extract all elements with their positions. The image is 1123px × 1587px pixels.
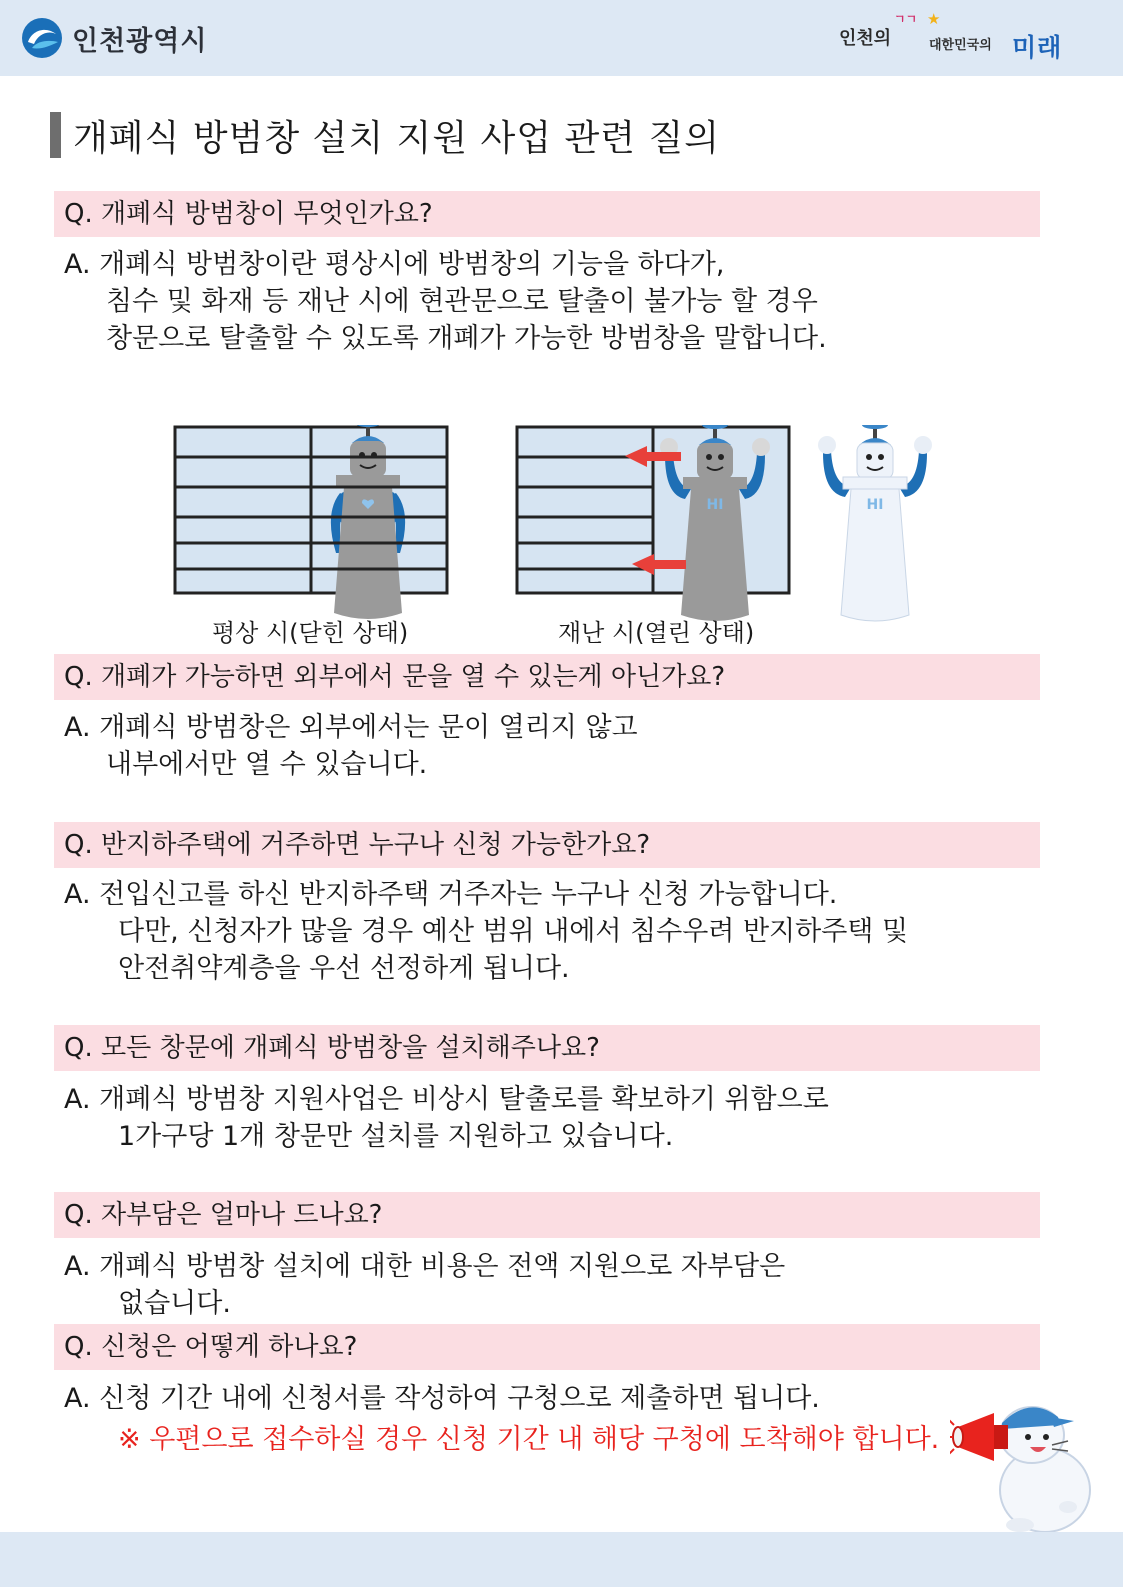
header-bar bbox=[0, 0, 1123, 76]
question-2: Q. 개폐가 가능하면 외부에서 문을 열 수 있는게 아닌가요? bbox=[54, 654, 1040, 700]
slogan-mark-icon: ㄱㄱ bbox=[894, 12, 918, 26]
answer-5-line-2: 없습니다. bbox=[118, 1288, 231, 1319]
answer-1-line-1: A. 개폐식 방범창이란 평상시에 방범창의 기능을 하다가, bbox=[64, 249, 725, 280]
answer-2 bbox=[64, 709, 638, 783]
answer-2-line-1: A. 개폐식 방범창은 외부에서는 문이 열리지 않고 bbox=[64, 712, 638, 743]
question-5: Q. 자부담은 얼마나 드나요? bbox=[54, 1192, 1040, 1238]
city-slogan bbox=[839, 10, 1099, 66]
seal-mascot-megaphone-icon bbox=[950, 1395, 1100, 1535]
star-icon: ★ bbox=[927, 10, 941, 28]
slogan-part1: 인천의 bbox=[839, 28, 892, 49]
answer-1-line-3: 창문으로 탈출할 수 있도록 개폐가 가능한 방범창을 말합니다. bbox=[106, 323, 827, 354]
page-title-text: 개폐식 방범창 설치 지원 사업 관련 질의 bbox=[73, 117, 721, 159]
robot-badge-open: HI bbox=[706, 497, 724, 513]
incheon-emblem-icon bbox=[20, 16, 64, 60]
closed-window bbox=[175, 425, 447, 619]
answer-1 bbox=[64, 246, 827, 357]
slogan-part2: 대한민국의 bbox=[929, 38, 992, 53]
answer-3-line-3: 안전취약계층을 우선 선정하게 됩니다. bbox=[118, 953, 570, 984]
caption-open: 재난 시(열린 상태) bbox=[558, 619, 755, 647]
answer-3 bbox=[64, 876, 908, 987]
answer-6 bbox=[64, 1380, 939, 1458]
answer-3-line-2: 다만, 신청자가 많을 경우 예산 범위 내에서 침수우려 반지하주택 및 bbox=[118, 916, 909, 947]
answer-1-line-2: 침수 및 화재 등 재난 시에 현관문으로 탈출이 불가능 할 경우 bbox=[106, 286, 818, 317]
answer-6-line-1: A. 신청 기간 내에 신청서를 작성하여 구청으로 제출하면 됩니다. bbox=[64, 1383, 820, 1414]
incheon-logo[interactable] bbox=[20, 12, 207, 64]
answer-4 bbox=[64, 1081, 829, 1155]
caption-closed: 평상 시(닫힌 상태) bbox=[212, 619, 409, 647]
robot-badge-mascot: HI bbox=[866, 497, 884, 513]
open-window bbox=[517, 425, 789, 621]
question-3: Q. 반지하주택에 거주하면 누구나 신청 가능한가요? bbox=[54, 822, 1040, 868]
question-4: Q. 모든 창문에 개폐식 방범창을 설치해주나요? bbox=[54, 1025, 1040, 1071]
logo-text: 인천광역시 bbox=[72, 25, 208, 57]
answer-4-line-2: 1가구당 1개 창문만 설치를 지원하고 있습니다. bbox=[118, 1121, 674, 1152]
slogan-part3: 미래 bbox=[1012, 33, 1063, 62]
answer-5-line-1: A. 개폐식 방범창 설치에 대한 비용은 전액 지원으로 자부담은 bbox=[64, 1251, 786, 1282]
answer-5 bbox=[64, 1248, 785, 1322]
answer-3-line-1: A. 전입신고를 하신 반지하주택 거주자는 누구나 신청 가능합니다. bbox=[64, 879, 838, 910]
question-6: Q. 신청은 어떻게 하나요? bbox=[54, 1324, 1040, 1370]
question-1: Q. 개폐식 방범창이 무엇인가요? bbox=[54, 191, 1040, 237]
answer-6-note: ※ 우편으로 접수하실 경우 신청 기간 내 해당 구청에 도착해야 합니다. bbox=[118, 1424, 940, 1455]
answer-2-line-2: 내부에서만 열 수 있습니다. bbox=[106, 749, 428, 780]
mascot-robot-icon bbox=[818, 425, 932, 621]
answer-4-line-1: A. 개폐식 방범창 지원사업은 비상시 탈출로를 확보하기 위함으로 bbox=[64, 1084, 829, 1115]
page-title bbox=[50, 110, 720, 160]
title-accent-bar bbox=[50, 112, 61, 158]
footer-bar bbox=[0, 1532, 1123, 1587]
